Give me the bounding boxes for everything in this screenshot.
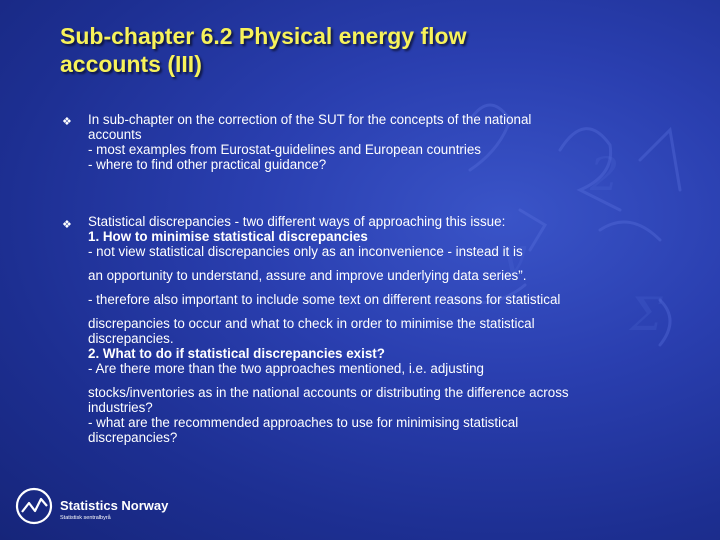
statistics-norway-logo (14, 486, 214, 528)
slide-title (60, 22, 680, 78)
text-line: Statistical discrepancies - two different ways of approaching this issue: (88, 214, 506, 229)
text-line: discrepancies. (88, 331, 174, 346)
logo-name: Statistics Norway (60, 498, 169, 513)
text-line: industries? (88, 400, 153, 415)
svg-text:2: 2 (590, 147, 620, 201)
globe-logo-icon (14, 486, 54, 526)
diamond-bullet-icon: ❖ (62, 219, 72, 231)
subheading: 1. How to minimise statistical discrepancies (88, 229, 368, 244)
bullet-2-text (88, 214, 678, 445)
text-line: accounts (88, 127, 142, 142)
text-line: In sub-chapter on the correction of the SUT for the concepts of the national (88, 112, 532, 127)
logo-subtitle: Statistisk sentralbyrå (60, 515, 111, 521)
subheading: 2. What to do if statistical discrepancies exist? (88, 346, 385, 361)
title-line: Sub-chapter 6.2 Physical energy flow (60, 23, 467, 49)
svg-text:y: y (500, 227, 526, 281)
text-line: discrepancies to occur and what to check in order to minimise the statistical (88, 316, 535, 331)
text-line: - what are the recommended approaches to use for minimising statistical (88, 415, 519, 430)
text-line: discrepancies? (88, 430, 178, 445)
svg-text:Σ: Σ (630, 287, 663, 341)
text-line: - Are there more than the two approaches mentioned, i.e. adjusting (88, 361, 485, 376)
text-line: - where to find other practical guidance? (88, 157, 327, 172)
text-line: stocks/inventories as in the national accounts or distributing the difference across (88, 385, 569, 400)
text-line: - therefore also important to include some text on different reasons for statistical (88, 292, 561, 307)
text-line: - most examples from Eurostat-guidelines and European countries (88, 142, 481, 157)
bullet-1-text (88, 112, 678, 172)
title-line: accounts (III) (60, 51, 202, 77)
text-line: an opportunity to understand, assure and improve underlying data series”. (88, 268, 527, 283)
text-line: - not view statistical discrepancies only as an inconvenience - instead it is (88, 244, 523, 259)
diamond-bullet-icon: ❖ (62, 116, 72, 128)
